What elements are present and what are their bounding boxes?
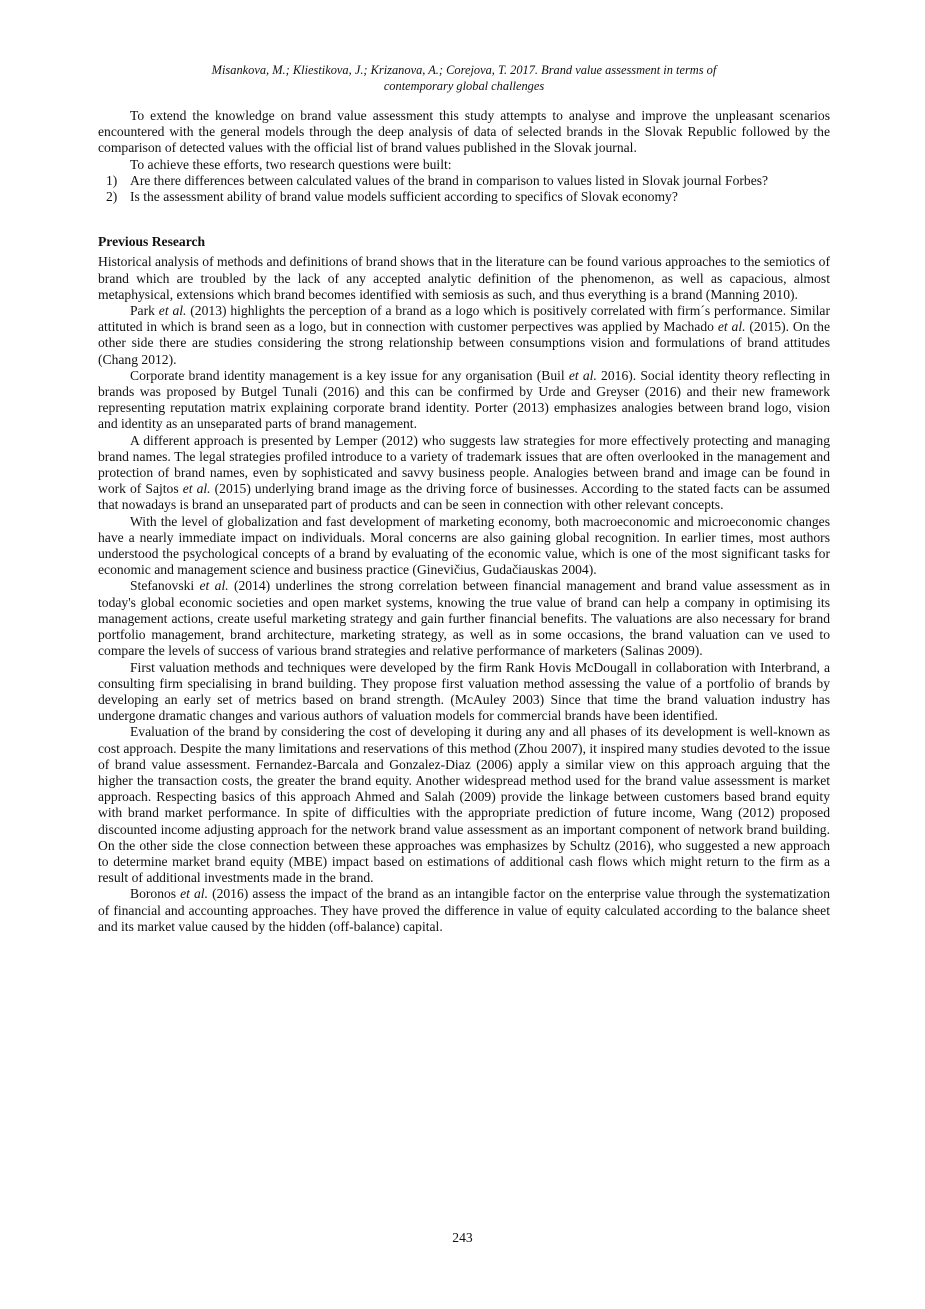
italic-run: et al.	[568, 367, 597, 383]
section-paragraph-6	[98, 578, 830, 659]
research-questions-list	[98, 173, 830, 205]
research-question-number: 1)	[106, 172, 118, 188]
italic-run: et al.	[717, 319, 746, 335]
section-paragraph-9	[98, 886, 830, 935]
text-run: Stefanovski	[130, 578, 200, 594]
section-paragraph-4	[98, 433, 830, 514]
research-question-2	[98, 189, 830, 205]
text-run: (2015) underlying brand image as the driving force of businesses. According to the stated facts can be assumed that nowadays is brand an unseparated part of products and can be seen in connection with other relevant concepts.	[98, 481, 830, 513]
text-run: Boronos	[130, 886, 181, 902]
section-paragraph-1: Historical analysis of methods and definitions of brand shows that in the literature can be found various approaches to the semiotics of brand which are troubled by the lack of any accepted analytic definition of the phenomenon, as well as capacious, almost metaphysical, extensions which brand becomes identified with semiosis as such, and thus everything is a brand (Manning 2010).	[98, 254, 830, 302]
italic-run: et al.	[180, 886, 208, 902]
text-run: A different approach is presented by Lemper (2012) who suggests law strategies for more effectively protecting and managing brand names. The legal strategies profiled introduce to a variety of trademark issues that are often overlooked in the management and protection of brand names, even by sophisticated and savvy business people. Analogies between brand and image can be found in work of Sajtos	[98, 432, 830, 497]
section-paragraph-5: With the level of globalization and fast development of marketing economy, both macroeconomic and microeconomic changes have a nearly immediate impact on individuals. Moral concerns are also gaining global recognition. In earlier times, most authors understood the psychological concepts of a brand by evaluating of the economic value, which is one of the most significant tasks for economic and management science and business practice (Ginevičius, Gudačiauskas 2004).	[98, 513, 830, 578]
section-paragraph-3	[98, 368, 830, 433]
intro-paragraph-2: To achieve these efforts, two research questions were built:	[130, 156, 452, 172]
text-run: 2016). Social identity theory reflecting in brands was proposed by Butgel Tunali (2016) and this can be confirmed by Urde and Greyser (2016) and their new framework representing reputation matrix explaining corporate brand identity. Porter (2013) emphasizes analogies between brand logo, vision and identity as an unseparated parts of brand management.	[98, 367, 831, 432]
text-run: Corporate brand identity management is a key issue for any organisation (Buil	[130, 367, 569, 383]
page-body	[98, 62, 830, 935]
italic-run: et al.	[199, 578, 229, 594]
section-paragraph-7: First valuation methods and techniques were developed by the firm Rank Hovis McDougall in collaboration with Interbrand, a consulting firm specialising in brand building. They propose first valuation method assessing the value of a portfolio of brands by developing an early set of metrics based on brand strength. (McAuley 2003) Since that time the brand valuation industry has undergone dramatic changes and various authors of valuation models for commercial brands have been identified.	[98, 659, 830, 724]
running-header	[98, 62, 830, 94]
research-question-text: Is the assessment ability of brand value models sufficient according to specifics of Slovak economy?	[130, 189, 678, 205]
intro-paragraph-1: To extend the knowledge on brand value assessment this study attempts to analyse and improve the unpleasant scenarios encountered with the general models through the deep analysis of data of selected brands in the Slovak Republic followed by the comparison of detected values with the official list of brand values published in the Slovak journal.	[98, 108, 830, 156]
research-question-1	[98, 173, 830, 189]
header-line-2: contemporary global challenges	[383, 79, 545, 93]
italic-run: et al.	[158, 303, 187, 319]
page-number: 243	[452, 1230, 473, 1245]
research-question-text: Are there differences between calculated values of the brand in comparison to values listed in Slovak journal Forbes?	[130, 172, 769, 188]
text-run: (2015). On the other side there are studies considering the strong relationship between consumptions vision and formulations of brand attitudes (Chang 2012).	[98, 319, 830, 367]
section-heading: Previous Research	[98, 234, 206, 250]
text-run: (2014) underlines the strong correlation between financial management and brand value assessment as in today's global economic societies and open market systems, knowing the true value of brand can help a company in optimising its management actions, create useful marketing strategy and gain further financial benefits. The valuations are also necessary for brand portfolio management, brand architecture, marketing strategy, as well as in some occasions, the brand valuation can ve used to compare the levels of success of various brand strategies and relative performance of marketers (Salinas 2009).	[98, 578, 830, 659]
research-question-number: 2)	[106, 189, 118, 205]
section-paragraph-2	[98, 303, 830, 368]
header-line-1: Misankova, M.; Kliestikova, J.; Krizanova, A.; Corejova, T. 2017. Brand value assessment in terms of	[211, 63, 717, 77]
text-run: Park	[130, 303, 159, 319]
italic-run: et al.	[182, 481, 211, 497]
text-run: (2016) assess the impact of the brand as an intangible factor on the enterprise value through the systematization of financial and accounting approaches. They have proved the difference in value of equity calculated according to the balance sheet and its market value caused by the hidden (off-balance) capital.	[98, 886, 830, 934]
section-paragraph-8: Evaluation of the brand by considering the cost of developing it during any and all phases of its development is well-known as cost approach. Despite the many limitations and reservations of this method (Zhou 2007), it inspired many studies devoted to the issue of brand value assessment. Fernandez-Barcala and Gonzalez-Diaz (2006) apply a similar view on this approach arguing that the higher the transaction costs, the greater the brand equity. Another widespread method used for the brand value assessment is market approach. Respecting basics of this approach Ahmed and Salah (2009) provide the linkage between customers based brand equity with brand market performance. In spite of difficulties with the appropriate prediction of future income, Wang (2012) proposed discounted income adjusting approach for the network brand value assessment as an important component of network brand building. On the other side the close connection between these approaches was emphasizes by Schultz (2016), who suggested a new approach to determine market brand equity (MBE) impact based on estimations of additional cash flows which might return to the firm as a result of additional investments made in the brand.	[98, 724, 830, 886]
text-run: (2013) highlights the perception of a brand as a logo which is positively correlated with firm´s performance. Similar attituted in which is brand seen as a logo, but in connection with customer perpectives was applied by Machado	[98, 303, 830, 335]
